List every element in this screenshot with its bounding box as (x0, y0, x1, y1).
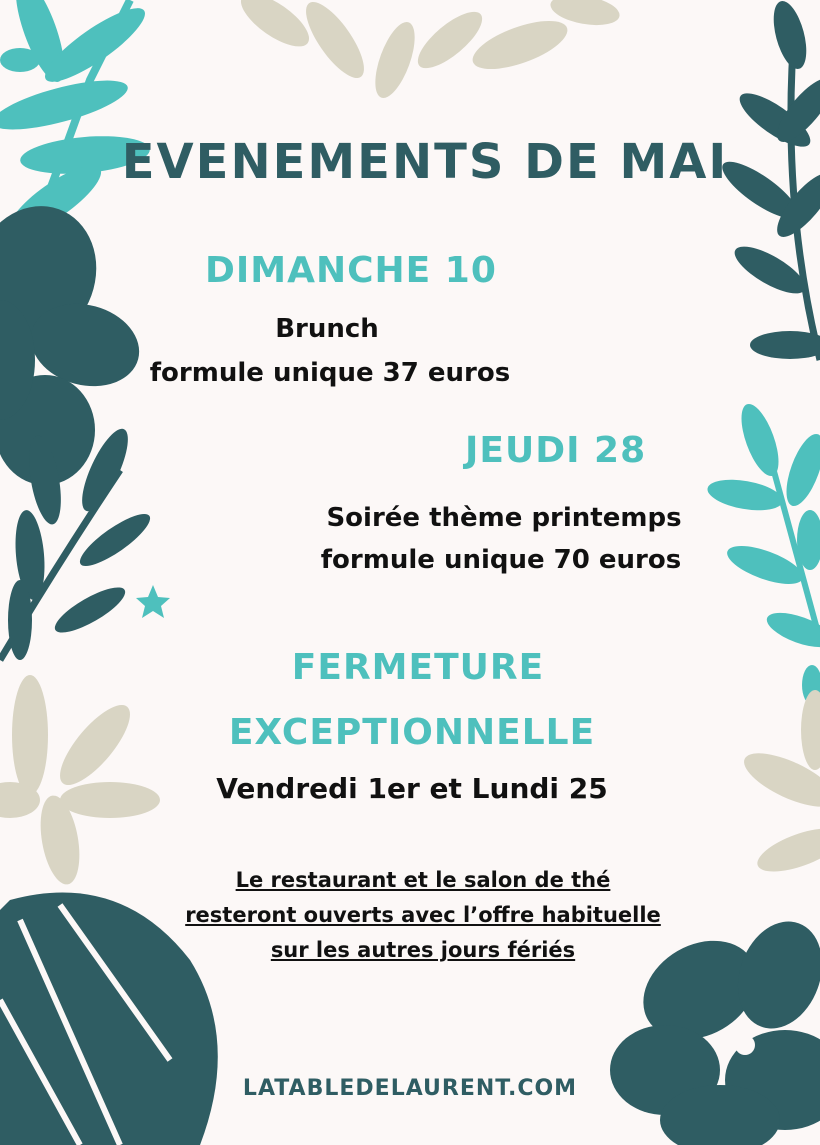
note-line: sur les autres jours fériés (270, 938, 576, 962)
event-heading-thursday: JEUDI 28 (465, 430, 647, 471)
website-url: LATABLEDELAURENT.COM (242, 1076, 578, 1101)
monstera-leaf-icon (0, 893, 218, 1145)
closure-dates: Vendredi 1er et Lundi 25 (216, 772, 608, 805)
note-line: resteront ouverts avec l’offre habituelle (185, 903, 661, 927)
event-heading-sunday: DIMANCHE 10 (205, 250, 497, 291)
event-line-brunch: Brunch (275, 314, 379, 344)
closure-heading-line2: EXCEPTIONNELLE (228, 712, 596, 753)
beige-fern-top-icon (233, 0, 622, 103)
closure-heading-line1: FERMETURE (291, 647, 545, 688)
event-line-spring-evening: Soirée thème printemps (326, 503, 682, 533)
star-icon (136, 585, 170, 618)
event-line-price-70: formule unique 70 euros (320, 545, 682, 575)
event-line-price-37: formule unique 37 euros (149, 358, 511, 388)
note-line: Le restaurant et le salon de thé (235, 868, 611, 892)
page-title: EVENEMENTS DE MAI (121, 134, 729, 190)
